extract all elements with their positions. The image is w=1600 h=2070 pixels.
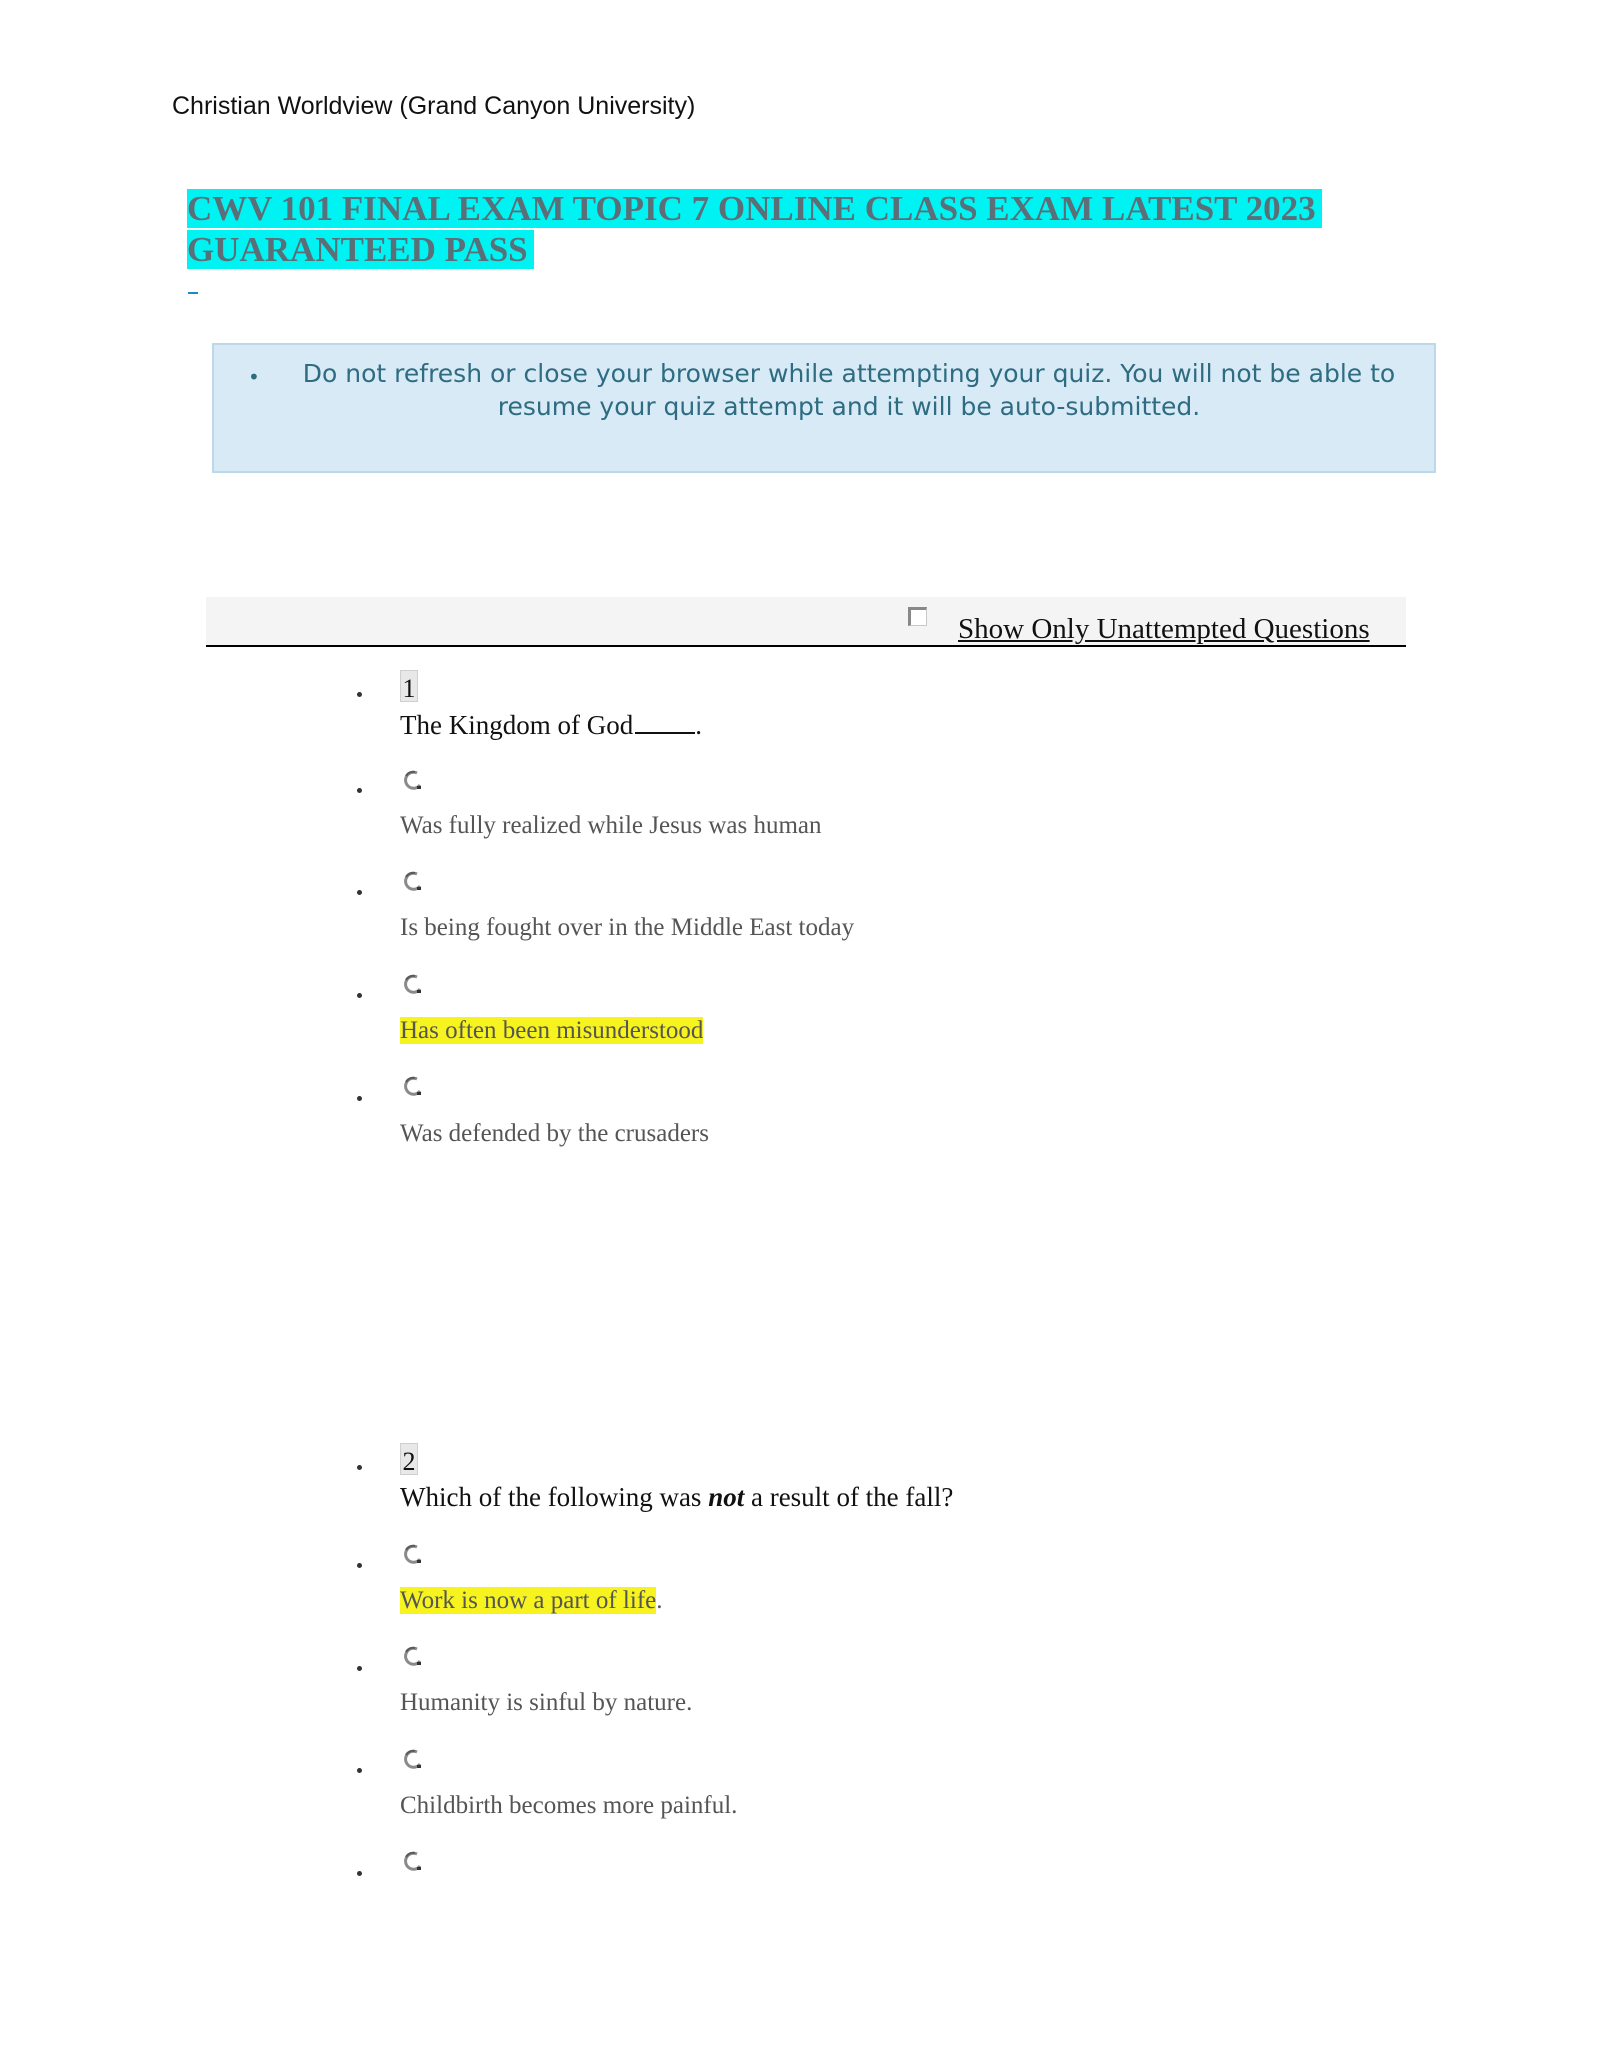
question-filter-bar — [206, 597, 1406, 647]
title-link-mark[interactable] — [188, 292, 198, 294]
title-line-1: CWV 101 FINAL EXAM TOPIC 7 ONLINE CLASS EXAM LATEST 2023 — [187, 189, 1322, 228]
radio-option[interactable] — [402, 1543, 424, 1565]
answer-option[interactable]: Childbirth becomes more painful. — [400, 1792, 738, 1819]
question-text: Which of the following was not a result of the fall? — [400, 1482, 954, 1512]
list-bullet — [357, 1871, 362, 1876]
radio-option[interactable] — [402, 870, 424, 892]
radio-option[interactable] — [402, 973, 424, 995]
question-number[interactable]: 2 — [400, 1443, 418, 1475]
list-bullet — [357, 788, 362, 793]
answer-option[interactable]: Humanity is sinful by nature. — [400, 1689, 693, 1716]
radio-option[interactable] — [402, 1645, 424, 1667]
answer-option[interactable]: Is being fought over in the Middle East today — [400, 914, 855, 941]
answer-option-highlighted[interactable]: Has often been misunderstood — [400, 1017, 704, 1044]
list-bullet — [357, 993, 362, 998]
list-bullet — [357, 1563, 362, 1568]
unattempted-filter-label[interactable]: Show Only Unattempted Questions — [958, 613, 1370, 645]
list-bullet — [357, 1768, 362, 1773]
radio-option[interactable] — [402, 1850, 424, 1872]
question-text: The Kingdom of God . — [400, 710, 702, 740]
list-bullet — [357, 1666, 362, 1671]
answer-option-highlighted[interactable]: Work is now a part of life. — [400, 1587, 663, 1614]
answer-blank — [635, 712, 695, 734]
list-bullet — [357, 1096, 362, 1101]
title-line-2: GUARANTEED PASS — [187, 230, 534, 269]
list-bullet — [357, 692, 362, 697]
list-bullet — [357, 1465, 362, 1470]
radio-option[interactable] — [402, 769, 424, 791]
list-bullet — [357, 890, 362, 895]
quiz-notice — [212, 343, 1436, 473]
notice-bullet: • — [248, 365, 260, 389]
notice-text: Do not refresh or close your browser while attempting your quiz. You will not be able to resume your quiz attempt and it will be auto-submitted. — [302, 359, 1396, 421]
radio-option[interactable] — [402, 1075, 424, 1097]
answer-option[interactable]: Was defended by the crusaders — [400, 1120, 709, 1147]
document-title — [187, 188, 1367, 270]
course-header: Christian Worldview (Grand Canyon University) — [172, 92, 696, 120]
radio-option[interactable] — [402, 1748, 424, 1770]
question-number[interactable]: 1 — [400, 670, 418, 702]
unattempted-checkbox[interactable] — [908, 607, 927, 626]
answer-option[interactable]: Was fully realized while Jesus was human — [400, 812, 822, 839]
